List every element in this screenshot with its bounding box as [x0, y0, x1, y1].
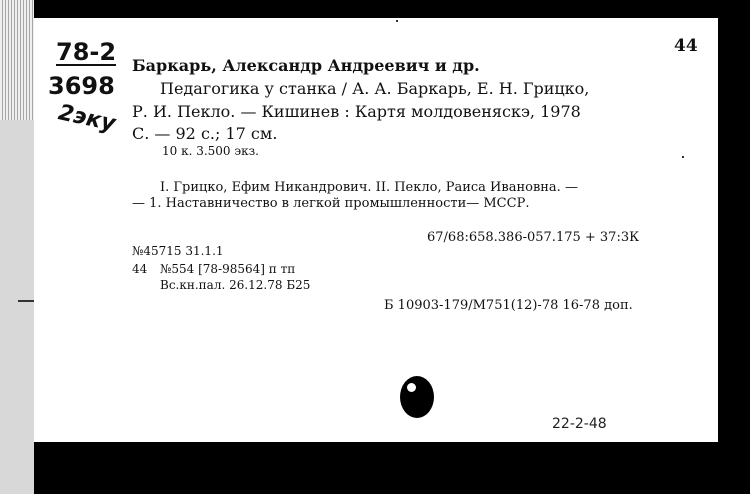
left-edge-strip: [0, 0, 34, 494]
pages-line: С. — 92 с.; 17 см.: [132, 124, 278, 143]
record-id: №45715 31.1.1: [132, 244, 224, 258]
punch-hole: [400, 376, 434, 418]
inventory-number: 3698: [48, 72, 115, 100]
page-number: 44: [674, 36, 698, 56]
order-line: Б 10903-179/М751(12)-78 16-78 доп.: [384, 298, 633, 313]
classification-index: 67/68:658.386-057.175 + 37:3К: [427, 230, 640, 245]
price-line: 10 к. 3.500 экз.: [162, 144, 259, 158]
tracing-line-2: — 1. Наставничество в легкой промышленности— МССР.: [132, 196, 530, 211]
handwritten-note: 2эку: [56, 100, 118, 137]
right-edge: [718, 0, 750, 494]
author-heading: Баркарь, Александр Андреевич и др.: [132, 56, 480, 75]
title-line-1: Педагогика у станка / А. А. Баркарь, Е. Н. Грицко,: [160, 79, 590, 98]
title-line-2: Р. И. Пекло. — Кишинев : Картя молдовеняскэ, 1978: [132, 102, 581, 121]
tracing-line-1: I. Грицко, Ефим Никандрович. II. Пекло, Раиса Ивановна. —: [160, 180, 578, 195]
speck: [682, 156, 684, 158]
record-line-2: №554 [78-98564] п тп: [160, 262, 296, 276]
number-prefix: 44: [132, 262, 148, 276]
call-number: 78-2: [56, 38, 117, 66]
edge-mark: [18, 300, 34, 302]
record-line-3: Вс.кн.пал. 26.12.78 Б25: [160, 278, 311, 292]
speck: [396, 20, 398, 22]
left-edge-texture: [0, 0, 34, 120]
bottom-scribble: 22-2-48: [552, 416, 607, 432]
catalog-card: [34, 18, 718, 442]
